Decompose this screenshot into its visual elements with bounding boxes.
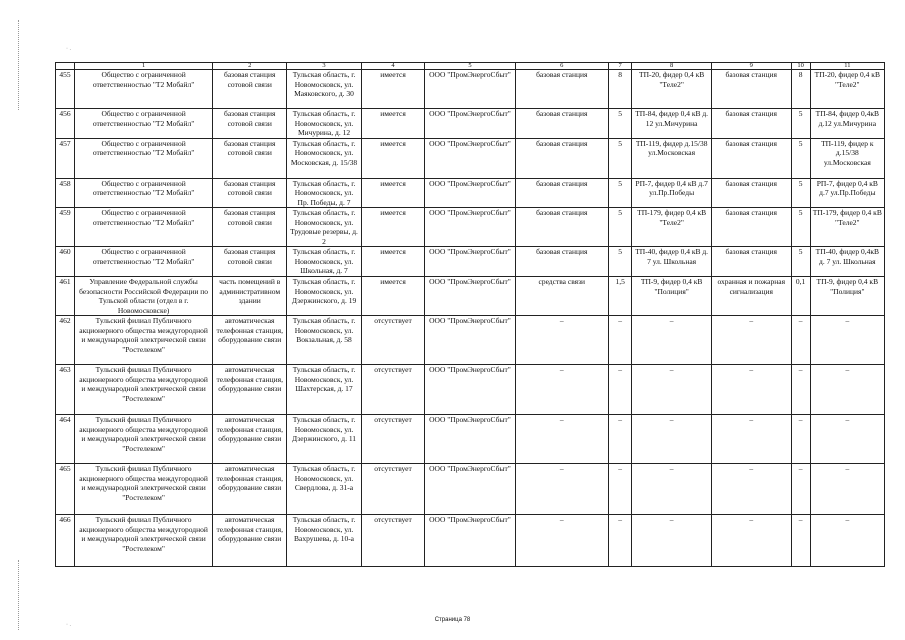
table-cell: ТП-9, фидер 0,4 кВ "Полиция" (632, 277, 712, 316)
table-cell: 5 (791, 178, 810, 208)
table-cell: Общество с ограниченной ответственностью "Т2 Мобайл" (75, 247, 213, 277)
table-cell: базовая станция (515, 208, 608, 247)
table-cell: 5 (608, 247, 631, 277)
row-number: 462 (56, 316, 75, 365)
table-cell: – (711, 316, 791, 365)
header-row (56, 63, 885, 70)
table-cell: Тульская область, г. Новомосковск, ул. Шахтерская, д. 17 (287, 365, 361, 415)
table-cell: отсутствует (361, 316, 425, 365)
table-cell: ООО "ПромЭнергоСбыт" (425, 277, 515, 316)
table-cell: автоматическая телефонная станция, оборудование связи (213, 415, 287, 464)
table-cell: 5 (608, 208, 631, 247)
table-cell: автоматическая телефонная станция, оборудование связи (213, 316, 287, 365)
table-cell: ТП-9, фидер 0,4 кВ "Полиция" (810, 277, 884, 316)
table-cell: Тульский филиал Публичного акционерного общества междугородной и международной электрической связи "Ростелеком" (75, 316, 213, 365)
table-cell: Тульский филиал Публичного акционерного общества междугородной и международной электрической связи "Ростелеком" (75, 464, 213, 515)
table-cell: – (632, 515, 712, 567)
table-cell: базовая станция (711, 178, 791, 208)
table-cell: базовая станция (711, 109, 791, 139)
row-number: 465 (56, 464, 75, 515)
table-cell: – (711, 365, 791, 415)
table-cell: Общество с ограниченной ответственностью "Т2 Мобайл" (75, 70, 213, 109)
table-cell: Тульский филиал Публичного акционерного общества междугородной и международной электрической связи "Ростелеком" (75, 365, 213, 415)
table-cell: базовая станция (711, 138, 791, 178)
data-table (55, 62, 885, 567)
table-cell: – (608, 464, 631, 515)
table-row (56, 277, 885, 316)
table-cell: ТП-179, фидер 0,4 кВ "Теле2" (810, 208, 884, 247)
table-cell: базовая станция (711, 247, 791, 277)
table-cell: имеется (361, 70, 425, 109)
table-cell: ТП-179, фидер 0,4 кВ "Теле2" (632, 208, 712, 247)
table-cell: 1,5 (608, 277, 631, 316)
table-cell: ООО "ПромЭнергоСбыт" (425, 178, 515, 208)
table-row (56, 415, 885, 464)
scan-edge-marks (18, 20, 20, 110)
table-cell: Тульская область, г. Новомосковск, ул. Мичурина, д. 12 (287, 109, 361, 139)
header-cell: 8 (632, 63, 712, 70)
table-cell: отсутствует (361, 415, 425, 464)
table-cell: Тульская область, г. Новомосковск, ул. Трудовые резервы, д. 2 (287, 208, 361, 247)
table-cell: 5 (791, 109, 810, 139)
row-number: 457 (56, 138, 75, 178)
table-cell: средства связи (515, 277, 608, 316)
table-cell: базовая станция (711, 208, 791, 247)
table-cell: Тульская область, г. Новомосковск, ул. Пр. Победы, д. 7 (287, 178, 361, 208)
table-cell: – (515, 365, 608, 415)
table-cell: – (608, 316, 631, 365)
table-cell: ТП-119, фидер к д.15/38 ул.Московская (810, 138, 884, 178)
table-cell: ООО "ПромЭнергоСбыт" (425, 515, 515, 567)
table-cell: ООО "ПромЭнергоСбыт" (425, 109, 515, 139)
table-cell: – (791, 464, 810, 515)
header-cell: 7 (608, 63, 631, 70)
table-cell: Тульская область, г. Новомосковск, ул. Школьная, д. 7 (287, 247, 361, 277)
scan-artifact: · . (66, 622, 71, 628)
table-cell: ООО "ПромЭнергоСбыт" (425, 208, 515, 247)
table-cell: ООО "ПромЭнергоСбыт" (425, 316, 515, 365)
table-cell: – (810, 515, 884, 567)
row-number: 461 (56, 277, 75, 316)
row-number: 466 (56, 515, 75, 567)
table-cell: имеется (361, 277, 425, 316)
table-cell: – (608, 515, 631, 567)
table-cell: Тульская область, г. Новомосковск, ул. Московская, д. 15/38 (287, 138, 361, 178)
table-cell: – (791, 415, 810, 464)
table-row (56, 208, 885, 247)
header-cell: 10 (791, 63, 810, 70)
table-cell: – (632, 365, 712, 415)
table-cell: имеется (361, 208, 425, 247)
table-cell: автоматическая телефонная станция, оборудование связи (213, 515, 287, 567)
table-row (56, 109, 885, 139)
table-cell: 5 (608, 178, 631, 208)
table-cell: базовая станция (515, 70, 608, 109)
table-row (56, 138, 885, 178)
table-row (56, 70, 885, 109)
table-cell: отсутствует (361, 515, 425, 567)
table-cell: 5 (608, 138, 631, 178)
table-cell: базовая станция (515, 247, 608, 277)
table-row (56, 316, 885, 365)
table-cell: – (515, 316, 608, 365)
header-cell-blank (56, 63, 75, 70)
table-cell: Общество с ограниченной ответственностью "Т2 Мобайл" (75, 208, 213, 247)
table-cell: Тульский филиал Публичного акционерного общества междугородной и международной электрической связи "Ростелеком" (75, 515, 213, 567)
table-cell: – (810, 316, 884, 365)
table-cell: имеется (361, 138, 425, 178)
header-cell: 5 (425, 63, 515, 70)
table-row (56, 247, 885, 277)
table-cell: Тульская область, г. Новомосковск, ул. Свердлова, д. 31-а (287, 464, 361, 515)
table-cell: 0,1 (791, 277, 810, 316)
table-cell: Тульский филиал Публичного акционерного общества междугородной и международной электрической связи "Ростелеком" (75, 415, 213, 464)
table-cell: ТП-84, фидер 0,4 кВ д. 12 ул.Мичурина (632, 109, 712, 139)
table-cell: – (632, 464, 712, 515)
table-cell: 5 (791, 208, 810, 247)
header-cell: 3 (287, 63, 361, 70)
table-cell: 8 (791, 70, 810, 109)
table-cell: РП-7, фидер 0,4 кВ д.7 ул.Пр.Победы (632, 178, 712, 208)
table-cell: – (608, 365, 631, 415)
table-cell: – (810, 415, 884, 464)
table-row (56, 464, 885, 515)
table-cell: базовая станция (515, 109, 608, 139)
table-cell: – (608, 415, 631, 464)
row-number: 459 (56, 208, 75, 247)
table-cell: автоматическая телефонная станция, оборудование связи (213, 464, 287, 515)
table-cell: – (711, 415, 791, 464)
table-cell: ТП-119, фидер д.15/38 ул.Московская (632, 138, 712, 178)
table-cell: базовая станция сотовой связи (213, 208, 287, 247)
table-cell: Тульская область, г. Новомосковск, ул. Маяковского, д. 30 (287, 70, 361, 109)
scan-artifact: · . (66, 46, 71, 52)
row-number: 458 (56, 178, 75, 208)
table-cell: 5 (791, 138, 810, 178)
table-cell: – (791, 515, 810, 567)
table-cell: – (810, 365, 884, 415)
table-cell: базовая станция сотовой связи (213, 138, 287, 178)
header-cell: 2 (213, 63, 287, 70)
table-cell: – (711, 515, 791, 567)
table-cell: отсутствует (361, 464, 425, 515)
table-row (56, 515, 885, 567)
header-cell: 9 (711, 63, 791, 70)
table-cell: базовая станция (515, 138, 608, 178)
table-cell: Общество с ограниченной ответственностью "Т2 Мобайл" (75, 138, 213, 178)
row-number: 455 (56, 70, 75, 109)
table-cell: базовая станция (711, 70, 791, 109)
table-cell: Общество с ограниченной ответственностью "Т2 Мобайл" (75, 109, 213, 139)
table-cell: ООО "ПромЭнергоСбыт" (425, 138, 515, 178)
table-cell: базовая станция сотовой связи (213, 70, 287, 109)
table-cell: ООО "ПромЭнергоСбыт" (425, 464, 515, 515)
table-cell: имеется (361, 109, 425, 139)
table-cell: базовая станция (515, 178, 608, 208)
table-cell: – (632, 415, 712, 464)
row-number: 464 (56, 415, 75, 464)
header-cell: 6 (515, 63, 608, 70)
header-cell: 4 (361, 63, 425, 70)
row-number: 463 (56, 365, 75, 415)
table-cell: охранная и пожарная сигнализация (711, 277, 791, 316)
table-row (56, 365, 885, 415)
table-cell: ТП-20, фидер 0,4 кВ "Теле2" (810, 70, 884, 109)
header-cell: 1 (75, 63, 213, 70)
row-number: 460 (56, 247, 75, 277)
table-cell: Тульская область, г. Новомосковск, ул. Вахрушева, д. 10-а (287, 515, 361, 567)
table-cell: ООО "ПромЭнергоСбыт" (425, 365, 515, 415)
table-cell: – (791, 316, 810, 365)
table-cell: 8 (608, 70, 631, 109)
table-cell: ТП-40, фидер 0,4 кВ д. 7 ул. Школьная (632, 247, 712, 277)
table-cell: имеется (361, 247, 425, 277)
table-cell: – (515, 464, 608, 515)
table-cell: имеется (361, 178, 425, 208)
table-row (56, 178, 885, 208)
table-cell: – (515, 415, 608, 464)
table-cell: базовая станция сотовой связи (213, 178, 287, 208)
table-cell: Тульская область, г. Новомосковск, ул. Дзержинского, д. 19 (287, 277, 361, 316)
table-cell: – (711, 464, 791, 515)
table-cell: 5 (608, 109, 631, 139)
table-cell: ТП-20, фидер 0,4 кВ "Теле2" (632, 70, 712, 109)
table-cell: ТП-40, фидер 0,4кВ д. 7 ул. Школьная (810, 247, 884, 277)
table-cell: Управление Федеральной службы безопасности Российской Федерации по Тульской области (отдел в г. Новомосковске) (75, 277, 213, 316)
table-cell: ООО "ПромЭнергоСбыт" (425, 70, 515, 109)
page-number: Страница 78 (434, 617, 471, 623)
table-cell: базовая станция сотовой связи (213, 247, 287, 277)
table-cell: ООО "ПромЭнергоСбыт" (425, 247, 515, 277)
table-cell: базовая станция сотовой связи (213, 109, 287, 139)
table-cell: Тульская область, г. Новомосковск, ул. Дзержинского, д. 11 (287, 415, 361, 464)
table-cell: ТП-84, фидер 0,4кВ д.12 ул.Мичурина (810, 109, 884, 139)
table-cell: часть помещений в административном здании (213, 277, 287, 316)
table-cell: – (810, 464, 884, 515)
header-cell: 11 (810, 63, 884, 70)
table-cell: ООО "ПромЭнергоСбыт" (425, 415, 515, 464)
table-cell: РП-7, фидер 0,4 кВ д.7 ул.Пр.Победы (810, 178, 884, 208)
table-cell: Тульская область, г. Новомосковск, ул. Вокзальная, д. 58 (287, 316, 361, 365)
table-cell: отсутствует (361, 365, 425, 415)
table-cell: – (632, 316, 712, 365)
table-cell: – (515, 515, 608, 567)
table-cell: 5 (791, 247, 810, 277)
table-cell: автоматическая телефонная станция, оборудование связи (213, 365, 287, 415)
row-number: 456 (56, 109, 75, 139)
table-cell: – (791, 365, 810, 415)
table-cell: Общество с ограниченной ответственностью "Т2 Мобайл" (75, 178, 213, 208)
